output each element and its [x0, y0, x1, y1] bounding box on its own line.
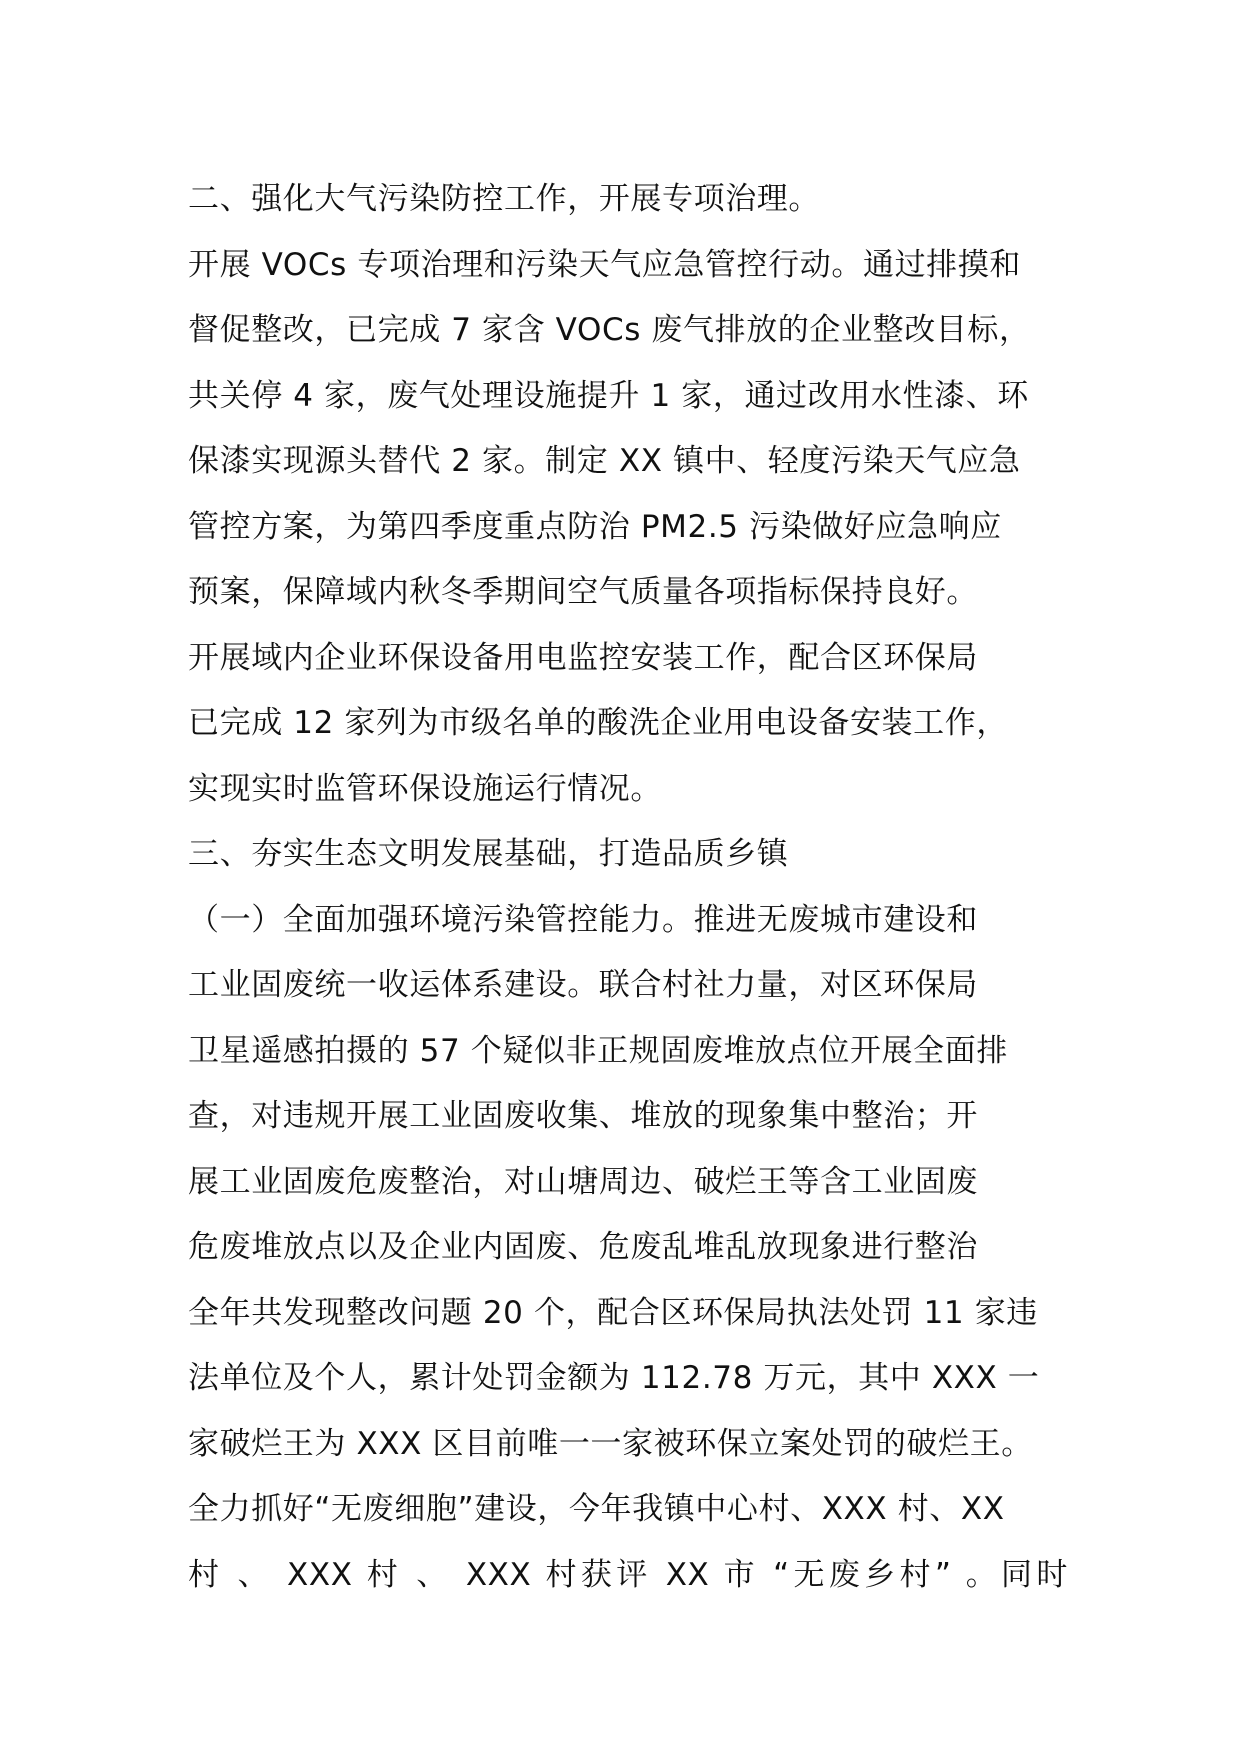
paragraph-line: 全年共发现整改问题 20 个，配合区环保局执法处罚 11 家违	[188, 1294, 1038, 1331]
paragraph-line: 查，对违规开展工业固废收集、堆放的现象集中整治；开	[188, 1098, 978, 1134]
paragraph-line: 法单位及个人，累计处罚金额为 112.78 万元，其中 XXX 一	[188, 1360, 1040, 1396]
paragraph-line: 已完成 12 家列为市级名单的酸洗企业用电设备安装工作，	[188, 705, 1008, 741]
paragraph-line: 工业固废统一收运体系建设。联合村社力量，对区环保局	[188, 967, 978, 1003]
paragraph-line: 村 、 XXX 村 、 XXX 村获评 XX 市 “无废乡村” 。同时	[188, 1556, 1068, 1593]
paragraph-line: 共关停 4 家，废气处理设施提升 1 家，通过改用水性漆、环	[188, 377, 1029, 414]
document-body	[188, 167, 1068, 1608]
paragraph-line: 危废堆放点以及企业内固废、危废乱堆乱放现象进行整治	[188, 1229, 978, 1265]
paragraph-line: 预案，保障域内秋冬季期间空气质量各项指标保持良好。	[188, 574, 978, 610]
section-heading-2: 二、强化大气污染防控工作，开展专项治理。	[188, 181, 820, 217]
paragraph-line: 督促整改，已完成 7 家含 VOCs 废气排放的企业整改目标，	[188, 312, 1031, 348]
paragraph-line: 全力抓好“无废细胞”建设，今年我镇中心村、XXX 村、XX	[188, 1491, 1005, 1527]
paragraph-line: 家破烂王为 XXX 区目前唯一一家被环保立案处罚的破烂王。	[188, 1425, 1033, 1462]
paragraph-line: 开展 VOCs 专项治理和污染天气应急管控行动。通过排摸和	[188, 246, 1021, 283]
paragraph-line: 实现实时监管环保设施运行情况。	[188, 770, 662, 807]
paragraph-line: 管控方案，为第四季度重点防治 PM2.5 污染做好应急响应	[188, 508, 1002, 545]
paragraph-line: 卫星遥感拍摄的 57 个疑似非正规固废堆放点位开展全面排	[188, 1032, 1008, 1069]
paragraph-line: 展工业固废危废整治，对山塘周边、破烂王等含工业固废	[188, 1163, 978, 1200]
paragraph-line: （一）全面加强环境污染管控能力。推进无废城市建设和	[188, 901, 978, 938]
paragraph-line: 保漆实现源头替代 2 家。制定 XX 镇中、轻度污染天气应急	[188, 443, 1021, 479]
paragraph-line: 开展域内企业环保设备用电监控安装工作，配合区环保局	[188, 639, 978, 676]
section-heading-3: 三、夯实生态文明发展基础，打造品质乡镇	[188, 836, 789, 872]
